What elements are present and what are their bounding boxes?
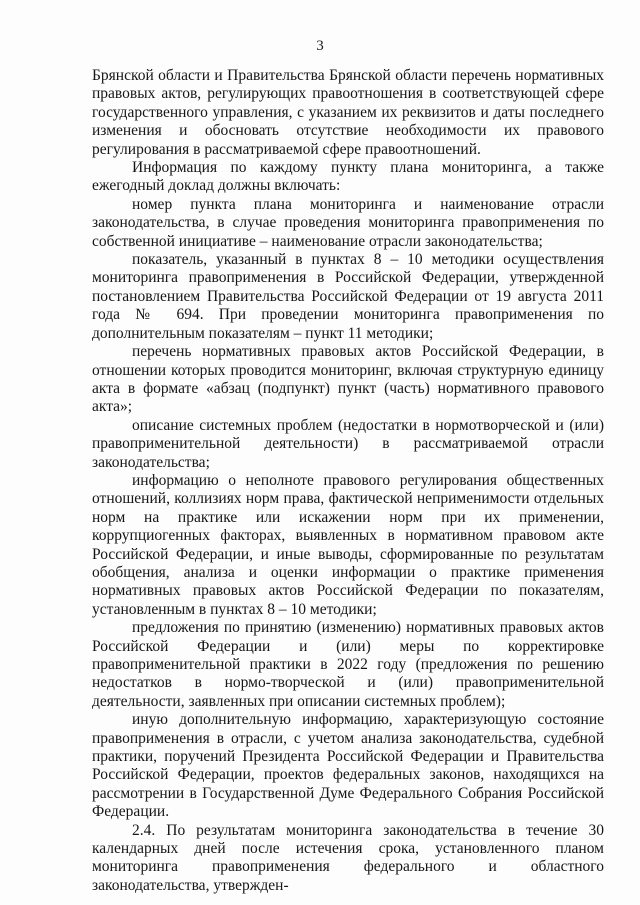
paragraph-item-number: номер пункта плана мониторинга и наименование отрасли законодательства, в случае проведения мониторинга правоприменения по собственной инициативе – наименование отрасли законодательства; xyxy=(92,195,604,250)
paragraph-continuation: Брянской области и Правительства Брянской области перечень нормативных правовых актов, регулирующих правоотношения в соответствующей сфере государственного управления, с указанием их реквизитов и даты последнего изменения и обосновать отсутствие необходимости их правового регулирования в рассматриваемой сфере правоотношений. xyxy=(92,67,604,158)
paragraph-regulation-gaps: информацию о неполноте правового регулирования общественных отношений, коллизиях норм права, фактической неприменимости отдельных норм на практике или искажении норм при их применении, коррупциогенных факторах, выявленных в нормативном правовом акте Российской Федерации, и иные выводы, сформированные по результатам обобщения, анализа и оценки информации о практике применения нормативных правовых актов Российской Федерации по показателям, установленным в пунктах 8 – 10 методики; xyxy=(92,471,604,618)
document-body xyxy=(92,67,604,895)
paragraph-additional-info: иную дополнительную информацию, характеризующую состояние правоприменения в отрасли, с учетом анализа законодательства, судебной практики, поручений Президента Российской Федерации и Правительства Российской Федерации, проектов федеральных законов, находящихся на рассмотрении в Государственной Думе Федерального Собрания Российской Федерации. xyxy=(92,711,604,821)
paragraph-proposals: предложения по принятию (изменению) нормативных правовых актов Российской Федерации и (или) меры по корректировке правоприменительной практики в 2022 году (предложения по решению недостатков в нормо-творческой и (или) правоприменительной деятельности, заявленных при описании системных проблем); xyxy=(92,619,604,710)
page-number: 3 xyxy=(316,38,324,54)
paragraph-acts-list: перечень нормативных правовых актов Российской Федерации, в отношении которых проводится мониторинг, включая структурную единицу акта в формате «абзац (подпункт) пункт (часть) нормативного правового акта»; xyxy=(92,343,604,416)
paragraph-indicator: показатель, указанный в пунктах 8 – 10 методики осуществления мониторинга правоприменения в Российской Федерации, утвержденной постановлением Правительства Российской Федерации от 19 августа 2011 года № 694. При проведении мониторинга правоприменения по дополнительным показателям – пункт 11 методики; xyxy=(92,251,604,342)
paragraph-section-2-4: 2.4. По результатам мониторинга законодательства в течение 30 календарных дней после истечения срока, установленного планом мониторинга правоприменения федерального и областного законодательства, утвержден- xyxy=(92,821,604,894)
paragraph-system-problems: описание системных проблем (недостатки в нормотворческой и (или) правоприменительной деятельности) в рассматриваемой отрасли законодательства; xyxy=(92,416,604,471)
paragraph-info-intro: Информация по каждому пункту плана мониторинга, а также ежегодный доклад должны включать: xyxy=(92,159,604,195)
